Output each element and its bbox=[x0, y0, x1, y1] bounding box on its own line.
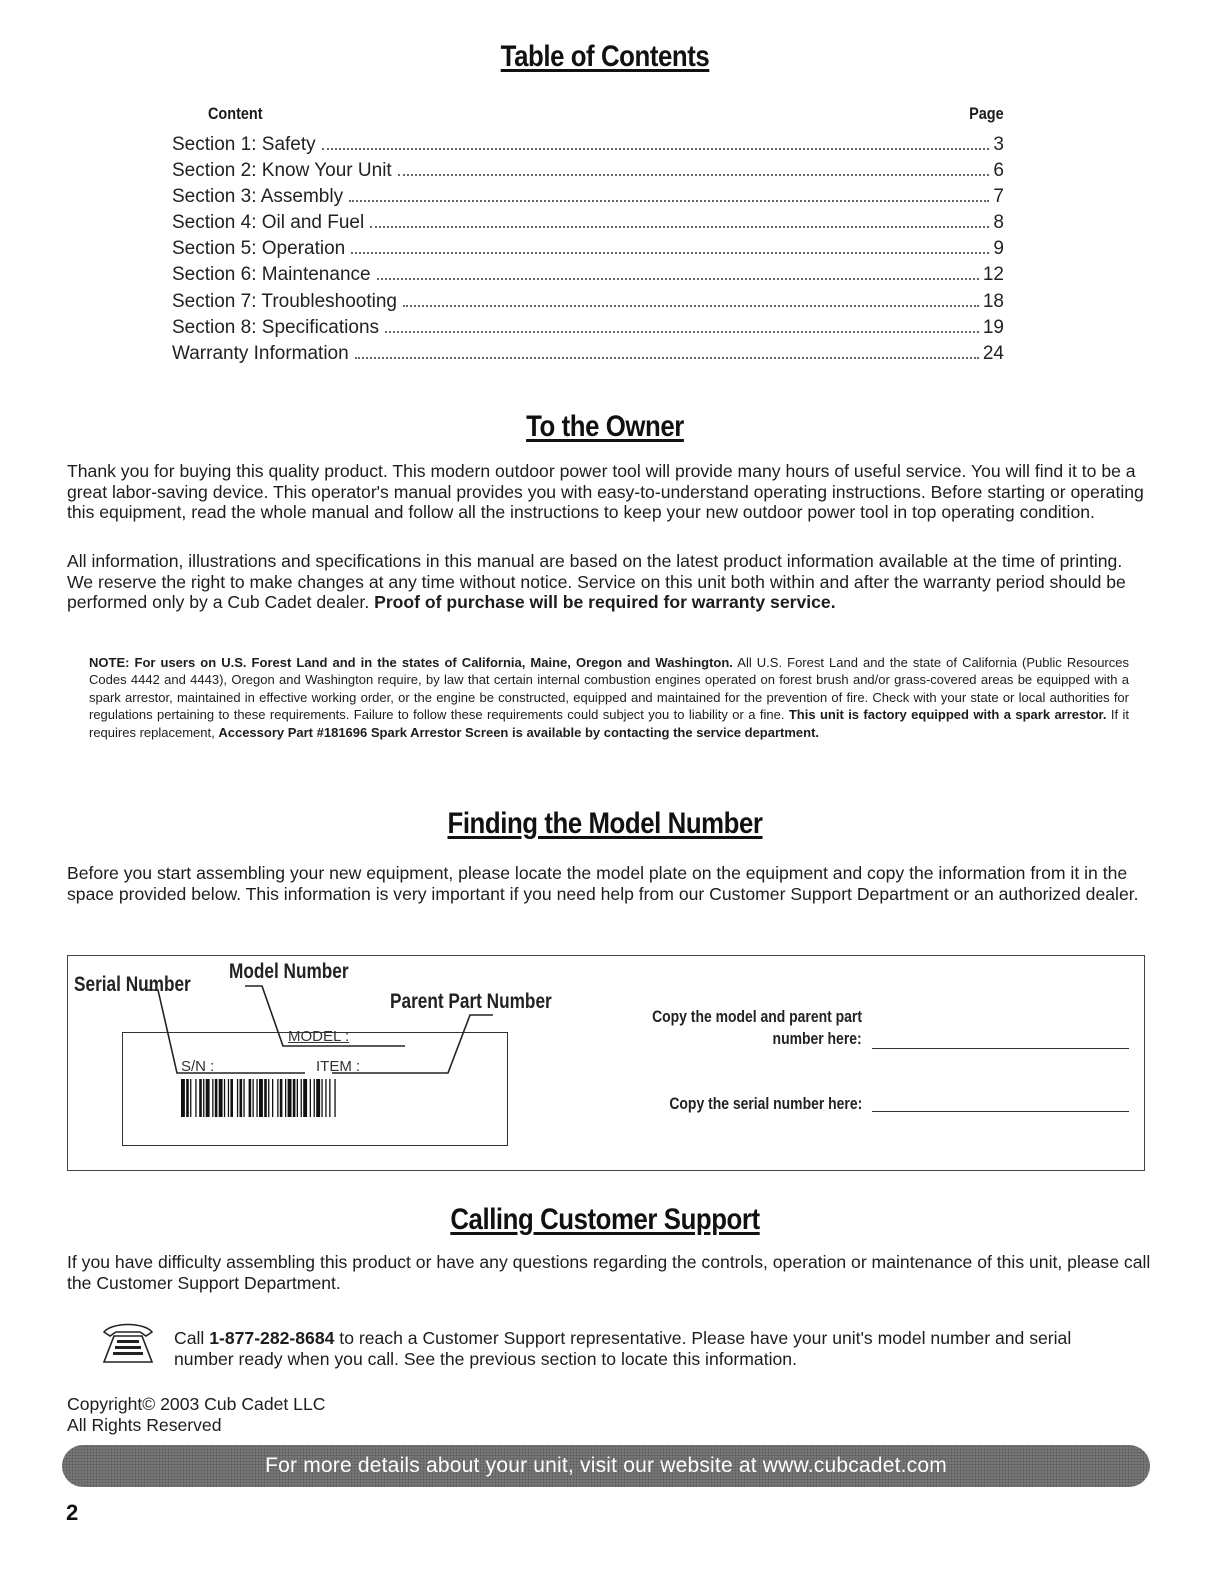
toc-entry-page: 6 bbox=[993, 160, 1004, 182]
toc-header bbox=[172, 104, 1004, 134]
note-lead: NOTE: For users on U.S. Forest Land and in the states of California, Maine, Oregon and Washington. bbox=[89, 655, 733, 670]
toc-entry-label: Section 3: Assembly bbox=[172, 186, 344, 208]
copy-model-label-1: Copy the model and parent part bbox=[652, 1007, 862, 1026]
toc-entry-label: Section 2: Know Your Unit bbox=[172, 160, 392, 182]
toc-entry-page: 19 bbox=[982, 316, 1004, 338]
toc-title: Table of Contents bbox=[500, 40, 710, 73]
website-banner-text: For more details about your unit, visit our website at www.cubcadet.com bbox=[265, 1454, 947, 1477]
toc-entry[interactable] bbox=[172, 134, 1004, 160]
telephone-icon bbox=[98, 1320, 158, 1368]
plate-sn-text: S/N : bbox=[181, 1058, 215, 1075]
toc-entry[interactable] bbox=[172, 238, 1004, 264]
toc-entry-page: 18 bbox=[982, 290, 1004, 312]
parent-part-number-label: Parent Part Number bbox=[390, 990, 552, 1013]
spark-arrestor-note bbox=[89, 654, 1129, 741]
toc-entry-label: Section 6: Maintenance bbox=[172, 264, 371, 286]
plate-item-text: ITEM : bbox=[316, 1058, 361, 1075]
toc-entry[interactable] bbox=[172, 160, 1004, 186]
toc-dot-leader bbox=[403, 305, 979, 307]
note-text: All U.S. Forest Land and the state of California (Public Resources Codes 4442 and 4443), Oregon and Washington require, by law that certain internal combustion engines operated on forest brush and/or grass-covered areas be equipped with a spark arrestor, maintained in effective working order, or the engine be constructed, equipped and maintained for the prevention of fire. Check with your state or local authorities for regulations pertaining to these requirements. Failure to follow these requirements could subject you to liability or a fine. bbox=[89, 655, 1129, 723]
copy-serial-label: Copy the serial number here: bbox=[669, 1094, 862, 1113]
toc-entry-label: Warranty Information bbox=[172, 342, 349, 364]
toc-dot-leader bbox=[377, 278, 979, 280]
toc-dot-leader bbox=[351, 252, 989, 254]
toc-entry-label: Section 8: Specifications bbox=[172, 316, 380, 338]
owner-paragraph-2-text: All information, illustrations and specifications in this manual are based on the latest product information available at the time of printing. We reserve the right to make changes at any time without notice. Service on this unit both within and after the warranty period should be performed only by a Cub Cadet dealer. bbox=[67, 551, 1126, 612]
plate-model-text: MODEL : bbox=[288, 1028, 350, 1045]
toc-entry[interactable] bbox=[172, 186, 1004, 212]
toc-entry-label: Section 1: Safety bbox=[172, 134, 316, 155]
toc-entry[interactable] bbox=[172, 264, 1004, 290]
toc-page-header: Page bbox=[969, 104, 1004, 123]
note-text-2: If it requires replacement, bbox=[89, 707, 1129, 740]
copy-model-label-2: number here: bbox=[772, 1029, 862, 1048]
page-number: 2 bbox=[66, 1500, 79, 1525]
toc-entry[interactable] bbox=[172, 212, 1004, 238]
owner-paragraph-1: Thank you for buying this quality product. This modern outdoor power tool will provide many hours of useful service. You will find it to be a great labor-saving device. This operator's manual provides you with easy-to-understand operating instructions. Before starting or operating this equipment, read the whole manual and follow all the instructions to keep your new outdoor power tool in top operating condition. bbox=[67, 461, 1144, 522]
toc-entry-page: 24 bbox=[982, 342, 1004, 364]
call-suffix: to reach a Customer Support representative. Please have your unit's model number and serial number ready when you call. See the previous section to locate this information. bbox=[174, 1328, 1072, 1369]
owner-paragraph-2 bbox=[67, 551, 1152, 613]
table-of-contents bbox=[172, 104, 1004, 369]
copyright-line-2: All Rights Reserved bbox=[67, 1415, 222, 1435]
toc-content-header: Content bbox=[208, 104, 263, 123]
note-spark-arrestor: This unit is factory equipped with a spark arrestor. bbox=[788, 707, 1107, 723]
copyright-line-1: Copyright© 2003 Cub Cadet LLC bbox=[67, 1394, 326, 1414]
call-prefix: Call bbox=[174, 1328, 210, 1348]
website-banner[interactable] bbox=[62, 1445, 1150, 1487]
model-number-label: Model Number bbox=[229, 960, 349, 983]
model-number-write-line[interactable] bbox=[872, 1048, 1129, 1049]
serial-number-write-line[interactable] bbox=[872, 1111, 1129, 1112]
proof-of-purchase-text: Proof of purchase will be required for warranty service. bbox=[374, 592, 836, 612]
support-intro: If you have difficulty assembling this product or have any questions regarding the controls, operation or maintenance of this unit, please call the Customer Support Department. bbox=[67, 1252, 1151, 1293]
toc-entry-page: 7 bbox=[993, 186, 1004, 208]
toc-entry[interactable] bbox=[172, 291, 1004, 317]
toc-dot-leader bbox=[349, 200, 989, 202]
toc-entry-page: 12 bbox=[982, 264, 1004, 286]
toc-entry-label: Section 5: Operation bbox=[172, 238, 346, 260]
serial-number-label: Serial Number bbox=[74, 973, 191, 996]
toc-dot-leader bbox=[355, 357, 979, 359]
toc-entry-page: 9 bbox=[993, 238, 1004, 260]
model-title: Finding the Model Number bbox=[447, 807, 763, 840]
owner-title: To the Owner bbox=[526, 410, 684, 443]
toc-dot-leader bbox=[370, 226, 989, 228]
support-phone-number[interactable]: 1-877-282-8684 bbox=[209, 1328, 335, 1348]
model-intro: Before you start assembling your new equipment, please locate the model plate on the equipment and copy the information from it in the space provided below. This information is very important if you need help from our Customer Support Department or an authorized dealer. bbox=[67, 863, 1139, 904]
support-call-text bbox=[174, 1328, 1134, 1369]
toc-dot-leader bbox=[322, 148, 990, 150]
toc-entry-label: Section 4: Oil and Fuel bbox=[172, 212, 365, 234]
toc-dot-leader bbox=[398, 174, 990, 176]
toc-entry-page: 3 bbox=[993, 134, 1004, 155]
toc-entry-label: Section 7: Troubleshooting bbox=[172, 290, 397, 312]
model-plate bbox=[122, 1032, 508, 1146]
support-title: Calling Customer Support bbox=[450, 1203, 760, 1236]
toc-dot-leader bbox=[385, 331, 979, 333]
toc-entry[interactable] bbox=[172, 343, 1004, 369]
note-accessory-part: Accessory Part #181696 Spark Arrestor Screen is available by contacting the service department. bbox=[218, 724, 820, 740]
toc-entry[interactable] bbox=[172, 317, 1004, 343]
toc-entry-page: 8 bbox=[993, 212, 1004, 234]
